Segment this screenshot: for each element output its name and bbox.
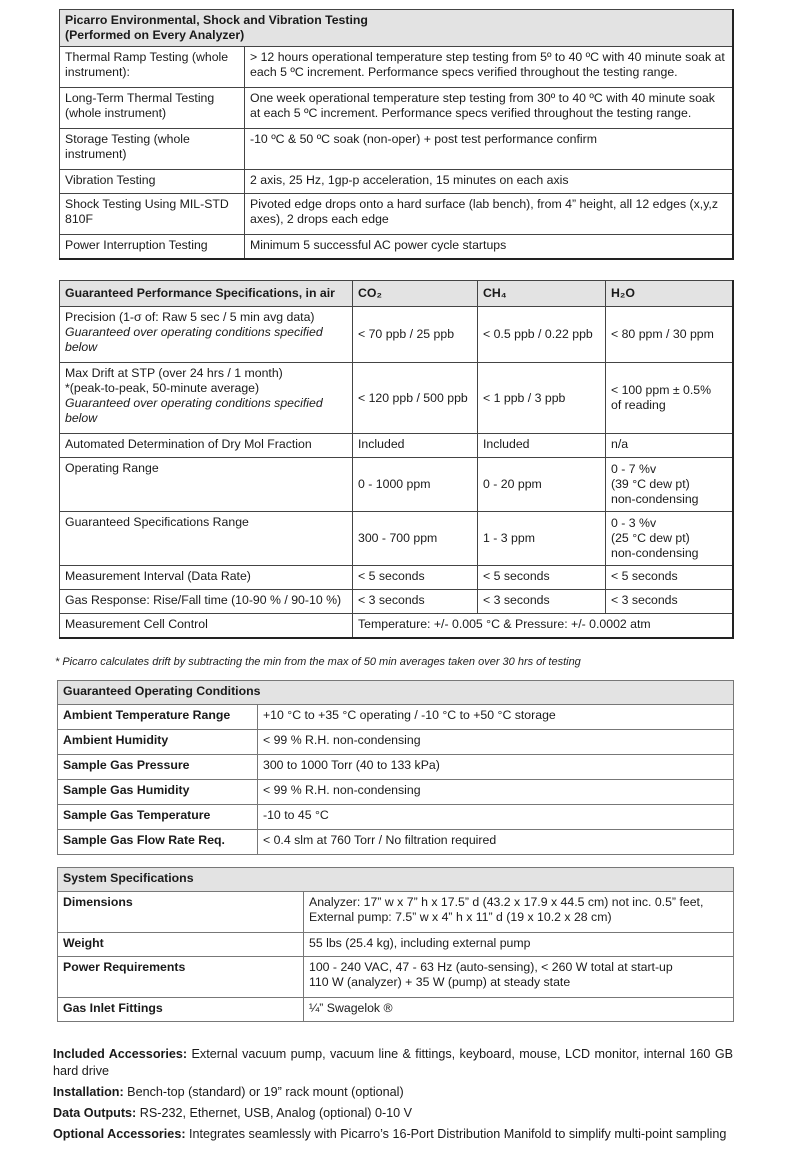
precision-row	[60, 307, 733, 363]
precision-label	[60, 307, 353, 363]
op-row-value: +10 °C to +35 °C operating / -10 °C to +50 °C storage	[258, 705, 734, 730]
response-label: Gas Response: Rise/Fall time (10-90 % / 90-10 %)	[60, 590, 353, 614]
drift-row	[60, 363, 733, 434]
table-row	[58, 755, 734, 780]
power-label: Power Requirements	[58, 957, 304, 998]
accessories-label: Included Accessories:	[53, 1047, 188, 1061]
co2-column-header: CO₂	[353, 281, 478, 307]
performance-spec-table	[59, 280, 734, 639]
weight-label: Weight	[58, 933, 304, 957]
env-row-label: Vibration Testing	[60, 170, 245, 194]
op-row-value: < 99 % R.H. non-condensing	[258, 780, 734, 805]
spec-range-h2o	[606, 512, 733, 566]
power-line2: 110 W (analyzer) + 35 W (pump) at steady state	[309, 975, 571, 989]
env-row-label: Shock Testing Using MIL-STD 810F	[60, 194, 245, 235]
env-row-value: -10 ºC & 50 ºC soak (non-oper) + post test performance confirm	[245, 129, 733, 170]
interval-label: Measurement Interval (Data Rate)	[60, 566, 353, 590]
specrange-h2o-line1: 0 - 3 %v	[611, 516, 657, 530]
drift-h2o-line2: of reading	[611, 398, 666, 412]
dry-mol-row	[60, 434, 733, 458]
operating-conditions-table	[57, 680, 734, 855]
h2o-column-header: H₂O	[606, 281, 733, 307]
env-row-value: Pivoted edge drops onto a hard surface (lab bench), from 4” height, all 12 edges (x,y,z axes), 2 drops each edge	[245, 194, 733, 235]
optional-accessories	[53, 1126, 733, 1143]
env-title-line2: (Performed on Every Analyzer)	[65, 28, 245, 42]
environmental-testing-table	[59, 9, 734, 260]
interval-co2: < 5 seconds	[353, 566, 478, 590]
operating-range-label: Operating Range	[60, 458, 353, 512]
power-value	[304, 957, 734, 998]
included-accessories	[53, 1046, 733, 1080]
table-row	[60, 194, 733, 235]
operating-range-ch4: 0 - 20 ppm	[478, 458, 606, 512]
weight-value: 55 lbs (25.4 kg), including external pump	[304, 933, 734, 957]
env-row-label: Thermal Ramp Testing (whole instrument):	[60, 47, 245, 88]
env-row-label: Long-Term Thermal Testing (whole instrument)	[60, 88, 245, 129]
oprange-h2o-line1: 0 - 7 %v	[611, 462, 657, 476]
installation-label: Installation:	[53, 1085, 124, 1099]
dry-mol-label: Automated Determination of Dry Mol Fraction	[60, 434, 353, 458]
table-row	[60, 235, 733, 260]
op-row-value: 300 to 1000 Torr (40 to 133 kPa)	[258, 755, 734, 780]
precision-co2: < 70 ppb / 25 ppb	[353, 307, 478, 363]
operating-range-row	[60, 458, 733, 512]
ch4-column-header: CH₄	[478, 281, 606, 307]
response-ch4: < 3 seconds	[478, 590, 606, 614]
perf-header: Guaranteed Performance Specifications, in air	[60, 281, 353, 307]
table-row	[58, 705, 734, 730]
interval-h2o: < 5 seconds	[606, 566, 733, 590]
drift-ch4: < 1 ppb / 3 ppb	[478, 363, 606, 434]
data-outputs	[53, 1105, 733, 1122]
system-specs-table	[57, 867, 734, 1022]
drift-h2o	[606, 363, 733, 434]
dry-mol-h2o: n/a	[606, 434, 733, 458]
cell-control-row	[60, 614, 733, 639]
env-row-label: Power Interruption Testing	[60, 235, 245, 260]
drift-label-line2: *(peak-to-peak, 50-minute average)	[65, 381, 260, 395]
spec-range-co2: 300 - 700 ppm	[353, 512, 478, 566]
env-table-title	[60, 10, 733, 47]
operating-range-co2: 0 - 1000 ppm	[353, 458, 478, 512]
interval-row	[60, 566, 733, 590]
cell-control-value: Temperature: +/- 0.005 °C & Pressure: +/- 0.0002 atm	[353, 614, 733, 639]
precision-h2o: < 80 ppm / 30 ppm	[606, 307, 733, 363]
fittings-row	[58, 998, 734, 1022]
dry-mol-co2: Included	[353, 434, 478, 458]
oprange-h2o-line2: (39 °C dew pt)	[611, 477, 690, 491]
installation-text: Bench-top (standard) or 19” rack mount (optional)	[123, 1085, 404, 1099]
interval-ch4: < 5 seconds	[478, 566, 606, 590]
operating-range-h2o	[606, 458, 733, 512]
response-co2: < 3 seconds	[353, 590, 478, 614]
fittings-value: ¼” Swagelok ®	[304, 998, 734, 1022]
spec-range-ch4: 1 - 3 ppm	[478, 512, 606, 566]
drift-label	[60, 363, 353, 434]
dimensions-line1: Analyzer: 17” w x 7” h x 17.5” d (43.2 x 17.9 x 44.5 cm) not inc. 0.5” feet,	[309, 895, 704, 909]
drift-h2o-line1: < 100 ppm ± 0.5%	[611, 383, 712, 397]
cell-control-label: Measurement Cell Control	[60, 614, 353, 639]
power-line1: 100 - 240 VAC, 47 - 63 Hz (auto-sensing), < 260 W total at start-up	[309, 960, 673, 974]
drift-label-line1: Max Drift at STP (over 24 hrs / 1 month)	[65, 366, 283, 380]
optional-text: Integrates seamlessly with Picarro’s 16-Port Distribution Manifold to simplify multi-point sampling	[185, 1127, 727, 1141]
env-title-line1: Picarro Environmental, Shock and Vibration Testing	[65, 13, 368, 27]
additional-info	[53, 1046, 733, 1147]
dimensions-label: Dimensions	[58, 892, 304, 933]
power-row	[58, 957, 734, 998]
weight-row	[58, 933, 734, 957]
op-row-label: Sample Gas Temperature	[58, 805, 258, 830]
table-row	[58, 830, 734, 855]
op-row-value: -10 to 45 °C	[258, 805, 734, 830]
op-row-label: Ambient Humidity	[58, 730, 258, 755]
optional-label: Optional Accessories:	[53, 1127, 186, 1141]
installation	[53, 1084, 733, 1101]
op-row-value: < 99 % R.H. non-condensing	[258, 730, 734, 755]
outputs-label: Data Outputs:	[53, 1106, 137, 1120]
dimensions-value	[304, 892, 734, 933]
table-row	[60, 170, 733, 194]
precision-ch4: < 0.5 ppb / 0.22 ppb	[478, 307, 606, 363]
table-row	[58, 780, 734, 805]
dimensions-line2: External pump: 7.5” w x 4” h x 11” d (19 x 10.2 x 28 cm)	[309, 910, 612, 924]
env-row-value: 2 axis, 25 Hz, 1gp-p acceleration, 15 minutes on each axis	[245, 170, 733, 194]
precision-note: Guaranteed over operating conditions specified below	[65, 325, 323, 354]
dimensions-row	[58, 892, 734, 933]
dry-mol-ch4: Included	[478, 434, 606, 458]
drift-note: Guaranteed over operating conditions specified below	[65, 396, 323, 425]
precision-label-text: Precision (1-σ of: Raw 5 sec / 5 min avg data)	[65, 310, 315, 324]
outputs-text: RS-232, Ethernet, USB, Analog (optional) 0-10 V	[136, 1106, 413, 1120]
op-row-label: Ambient Temperature Range	[58, 705, 258, 730]
drift-co2: < 120 ppb / 500 ppb	[353, 363, 478, 434]
op-conditions-header: Guaranteed Operating Conditions	[58, 681, 734, 705]
specrange-h2o-line3: non-condensing	[611, 546, 699, 560]
system-specs-header: System Specifications	[58, 868, 734, 892]
oprange-h2o-line3: non-condensing	[611, 492, 699, 506]
env-row-value: > 12 hours operational temperature step testing from 5º to 40 ºC with 40 minute soak at each 5 ºC increment. Performance specs verified throughout the testing range.	[245, 47, 733, 88]
fittings-label: Gas Inlet Fittings	[58, 998, 304, 1022]
table-row	[58, 730, 734, 755]
response-row	[60, 590, 733, 614]
response-h2o: < 3 seconds	[606, 590, 733, 614]
op-row-label: Sample Gas Humidity	[58, 780, 258, 805]
table-row	[58, 805, 734, 830]
accessories-text: External vacuum pump, vacuum line & fittings, keyboard, mouse, LCD monitor, internal 160 GB hard drive	[53, 1047, 734, 1078]
env-row-value: Minimum 5 successful AC power cycle startups	[245, 235, 733, 260]
table-row	[60, 129, 733, 170]
op-row-label: Sample Gas Flow Rate Req.	[58, 830, 258, 855]
env-row-value: One week operational temperature step testing from 30º to 40 ºC with 40 minute soak at each 5 ºC increment. Performance specs verified throughout the testing range.	[245, 88, 733, 129]
table-row	[60, 47, 733, 88]
spec-range-row	[60, 512, 733, 566]
drift-footnote: * Picarro calculates drift by subtracting the min from the max of 50 min averages taken over 30 hrs of testing	[55, 656, 581, 668]
spec-range-label: Guaranteed Specifications Range	[60, 512, 353, 566]
op-row-label: Sample Gas Pressure	[58, 755, 258, 780]
op-row-value: < 0.4 slm at 760 Torr / No filtration required	[258, 830, 734, 855]
env-row-label: Storage Testing (whole instrument)	[60, 129, 245, 170]
table-row	[60, 88, 733, 129]
specrange-h2o-line2: (25 °C dew pt)	[611, 531, 690, 545]
